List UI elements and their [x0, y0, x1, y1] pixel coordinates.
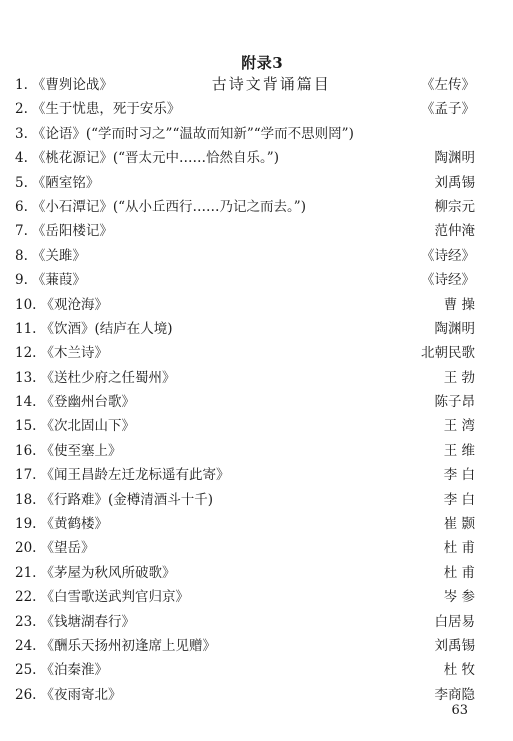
list-item: [15, 146, 475, 170]
author-name: 《诗经》: [421, 272, 475, 289]
author-name: 岑 参: [443, 589, 475, 606]
work-title: 《使至塞上》: [40, 442, 122, 459]
work-title: 《酬乐天扬州初逢席上见赠》: [40, 637, 216, 654]
work-title: 《行路难》(金樽清酒斗十千): [40, 491, 214, 508]
author-name: 李 白: [443, 491, 475, 508]
item-number: 9.: [15, 272, 28, 289]
list-item: [15, 171, 475, 195]
author-name: 王 勃: [443, 369, 475, 386]
list-item: [15, 195, 475, 219]
work-title: 《饮酒》(结庐在人境): [40, 320, 173, 337]
list-item: [15, 439, 475, 463]
item-number: 14.: [15, 394, 37, 411]
item-number: 24.: [15, 637, 37, 654]
list-item: [15, 244, 475, 268]
list-item: [15, 683, 475, 707]
item-number: 18.: [15, 491, 37, 508]
author-name: 陶渊明: [434, 320, 475, 337]
author-name: 范仲淹: [434, 223, 475, 240]
work-title: 《闻王昌龄左迁龙标遥有此寄》: [40, 467, 230, 484]
recitation-list: [15, 73, 475, 707]
author-name: 王 维: [443, 442, 475, 459]
appendix-title: 古诗文背诵篇目: [211, 75, 331, 93]
item-number: 5.: [15, 174, 28, 191]
author-name: 杜 甫: [443, 564, 475, 581]
work-title: 《木兰诗》: [40, 345, 108, 362]
work-title: 《泊秦淮》: [40, 662, 108, 679]
author-name: 陶渊明: [434, 150, 475, 167]
work-title: 《陋室铭》: [31, 174, 100, 191]
list-item: [15, 414, 475, 438]
work-title: 《观沧海》: [40, 296, 108, 313]
work-title: 《黄鹤楼》: [40, 516, 108, 533]
work-title: 《茅屋为秋风所破歌》: [40, 564, 176, 581]
list-item: [15, 317, 475, 341]
work-title: 《钱塘湖春行》: [40, 613, 135, 630]
item-number: 22.: [15, 589, 37, 606]
author-name: 北朝民歌: [421, 345, 475, 362]
item-number: 2.: [15, 101, 28, 118]
list-item: [15, 390, 475, 414]
list-item: [15, 561, 475, 585]
author-name: 崔 颢: [443, 516, 475, 533]
work-title: 《生于忧患，死于安乐》: [31, 101, 181, 118]
author-name: 王 湾: [443, 418, 475, 435]
item-number: 12.: [15, 345, 37, 362]
author-name: 《诗经》: [421, 247, 475, 264]
item-number: 13.: [15, 369, 37, 386]
list-item: [15, 73, 475, 97]
list-item: [15, 634, 475, 658]
author-name: 曹 操: [443, 296, 475, 313]
item-number: 23.: [15, 613, 37, 630]
work-title: 《夜雨寄北》: [40, 686, 122, 703]
author-name: 李 白: [443, 467, 475, 484]
author-name: 柳宗元: [434, 198, 475, 215]
list-item: [15, 341, 475, 365]
item-number: 20.: [15, 540, 37, 557]
appendix-label: 附录3: [241, 54, 284, 72]
item-number: 16.: [15, 442, 37, 459]
author-name: 白居易: [434, 613, 475, 630]
list-item: [15, 219, 475, 243]
author-name: 《孟子》: [421, 101, 475, 118]
item-number: 25.: [15, 662, 37, 679]
item-number: 21.: [15, 564, 37, 581]
work-title: 《登幽州台歌》: [40, 394, 135, 411]
item-number: 1.: [15, 77, 28, 93]
item-number: 15.: [15, 418, 37, 435]
work-title: 《桃花源记》(“晋太元中……恰然自乐。”): [31, 150, 279, 167]
item-number: 8.: [15, 247, 28, 264]
list-item: [15, 463, 475, 487]
author-name: 《左传》: [421, 77, 475, 93]
author-name: 刘禹锡: [434, 637, 475, 654]
item-number: 7.: [15, 223, 28, 240]
item-number: 11.: [15, 320, 37, 337]
work-title: 《论语》(“学而时习之”“温故而知新”“学而不思则罔”): [31, 125, 354, 142]
author-name: 刘禹锡: [434, 174, 475, 191]
item-number: 6.: [15, 198, 28, 215]
item-number: 3.: [15, 125, 28, 142]
item-number: 19.: [15, 516, 37, 533]
list-item: [15, 97, 475, 121]
list-item: [15, 268, 475, 292]
author-name: 李商隐: [434, 686, 475, 703]
list-item: [15, 512, 475, 536]
work-title: 《望岳》: [40, 540, 95, 557]
list-item: [15, 488, 475, 512]
author-name: 杜 甫: [443, 540, 475, 557]
list-item: [15, 536, 475, 560]
work-title: 《曹刿论战》: [31, 77, 113, 93]
list-item: [15, 585, 475, 609]
item-number: 17.: [15, 467, 37, 484]
list-item: [15, 366, 475, 390]
item-number: 26.: [15, 686, 37, 703]
list-item: [15, 293, 475, 317]
work-title: 《送杜少府之任蜀州》: [40, 369, 176, 386]
work-title: 《小石潭记》(“从小丘西行……乃记之而去。”): [31, 198, 306, 215]
work-title: 《蒹葭》: [31, 272, 86, 289]
author-name: 杜 牧: [443, 662, 475, 679]
work-title: 《次北固山下》: [40, 418, 135, 435]
page-number: 63: [451, 703, 468, 718]
list-item: [15, 610, 475, 634]
list-item: [15, 658, 475, 682]
item-number: 10.: [15, 296, 37, 313]
work-title: 《关雎》: [31, 247, 86, 264]
work-title: 《岳阳楼记》: [31, 223, 113, 240]
item-number: 4.: [15, 150, 28, 167]
list-item: [15, 122, 475, 146]
author-name: 陈子昂: [434, 394, 475, 411]
work-title: 《白雪歌送武判官归京》: [40, 589, 189, 606]
